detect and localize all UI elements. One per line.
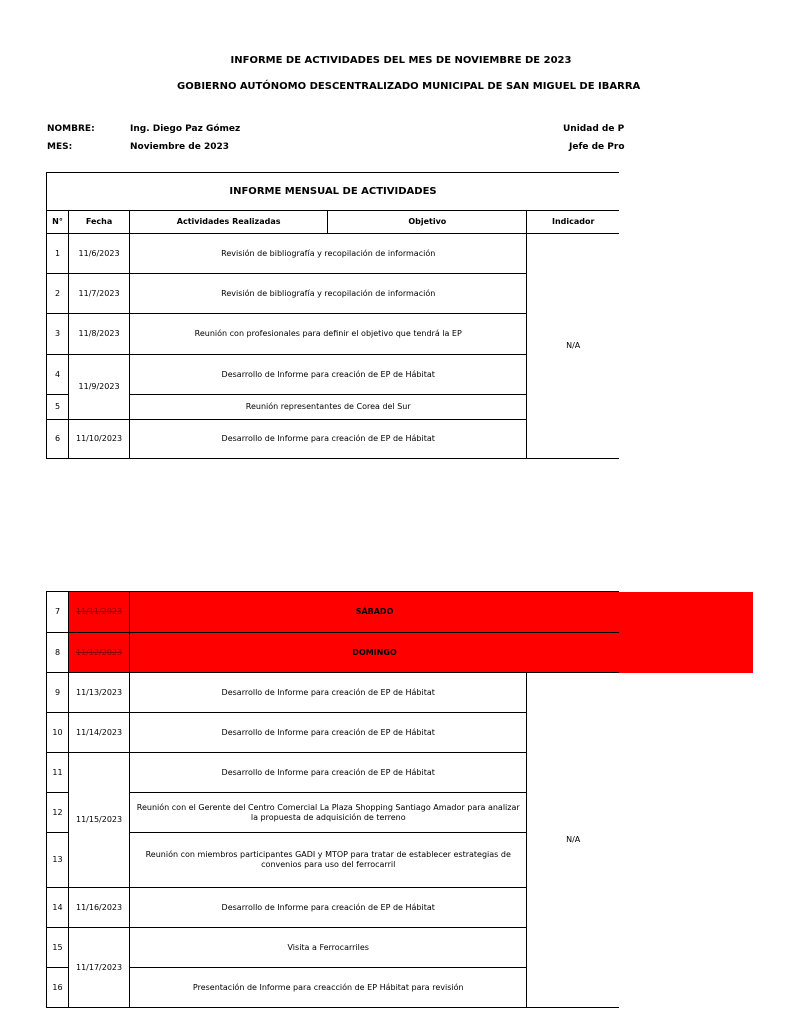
month-label: MES: [47,142,73,152]
row-activity: Revisión de bibliografía y recopilación de información [130,274,527,314]
month-value: Noviembre de 2023 [130,142,229,152]
activities-table-1 [46,172,619,459]
col-activities-header: Actividades Realizadas [130,211,328,234]
name-value: Ing. Diego Paz Gómez [130,124,241,134]
row-number: 11 [47,753,69,793]
activities-table-2 [46,591,619,1008]
row-date: 11/6/2023 [69,234,130,274]
row-activity: Desarrollo de Informe para creación de EP de Hábitat [130,420,527,459]
row-activity: Desarrollo de Informe para creación de EP de Hábitat [130,355,527,395]
row-number: 9 [47,673,69,713]
table-title: INFORME MENSUAL DE ACTIVIDADES [47,173,620,211]
row-number: 6 [47,420,69,459]
weekend-highlight-extension [618,592,753,673]
row-number: 8 [47,633,69,673]
row-activity: Visita a Ferrocarriles [130,928,527,968]
row-date: 11/16/2023 [69,888,130,928]
row-date: 11/11/2023 [69,592,130,633]
row-number: 13 [47,833,69,888]
table-row-weekend [47,592,620,633]
unit-label: Unidad de P [563,124,625,134]
name-label: NOMBRE: [47,124,95,134]
organization-title: GOBIERNO AUTÓNOMO DESCENTRALIZADO MUNICIPAL DE SAN MIGUEL DE IBARRA [177,81,641,92]
row-number: 1 [47,234,69,274]
row-number: 14 [47,888,69,928]
chief-label: Jefe de Pro [569,142,625,152]
indicator-value: N/A [527,234,619,459]
row-date: 11/12/2023 [69,633,130,673]
col-indicator-header: Indicador [527,211,619,234]
row-activity: Reunión con el Gerente del Centro Comercial La Plaza Shopping Santiago Amador para analizar la propuesta de adquisición de terreno [130,793,527,833]
row-date: 11/13/2023 [69,673,130,713]
row-activity: Revisión de bibliografía y recopilación de información [130,234,527,274]
table-row [47,234,620,274]
indicator-value: N/A [527,673,619,1008]
row-number: 10 [47,713,69,753]
row-activity: Reunión con profesionales para definir el objetivo que tendrá la EP [130,314,527,355]
row-date: 11/15/2023 [69,753,130,888]
row-date: 11/10/2023 [69,420,130,459]
saturday-label: SÁBADO [130,592,619,633]
row-activity: Desarrollo de Informe para creación de EP de Hábitat [130,713,527,753]
row-activity: Desarrollo de Informe para creación de EP de Hábitat [130,888,527,928]
row-number: 7 [47,592,69,633]
report-title: INFORME DE ACTIVIDADES DEL MES DE NOVIEMBRE DE 2023 [230,55,572,66]
table-row-weekend [47,633,620,673]
row-activity: Desarrollo de Informe para creación de EP de Hábitat [130,753,527,793]
row-activity: Reunión representantes de Corea del Sur [130,395,527,420]
row-number: 12 [47,793,69,833]
row-activity: Desarrollo de Informe para creación de EP de Hábitat [130,673,527,713]
sunday-label: DOMINGO [130,633,619,673]
row-number: 3 [47,314,69,355]
row-number: 2 [47,274,69,314]
row-date: 11/9/2023 [69,355,130,420]
row-activity: Presentación de Informe para creacción de EP Hábitat para revisión [130,968,527,1008]
col-objective-header: Objetivo [328,211,527,234]
row-number: 4 [47,355,69,395]
row-date: 11/17/2023 [69,928,130,1008]
row-date: 11/8/2023 [69,314,130,355]
table-row [47,673,620,713]
row-date: 11/7/2023 [69,274,130,314]
row-number: 5 [47,395,69,420]
row-number: 15 [47,928,69,968]
row-number: 16 [47,968,69,1008]
row-activity: Reunión con miembros participantes GADI y MTOP para tratar de establecer estrategias de convenios para uso del ferrocarril [130,833,527,888]
col-date-header: Fecha [69,211,130,234]
row-date: 11/14/2023 [69,713,130,753]
col-number-header: N° [47,211,69,234]
